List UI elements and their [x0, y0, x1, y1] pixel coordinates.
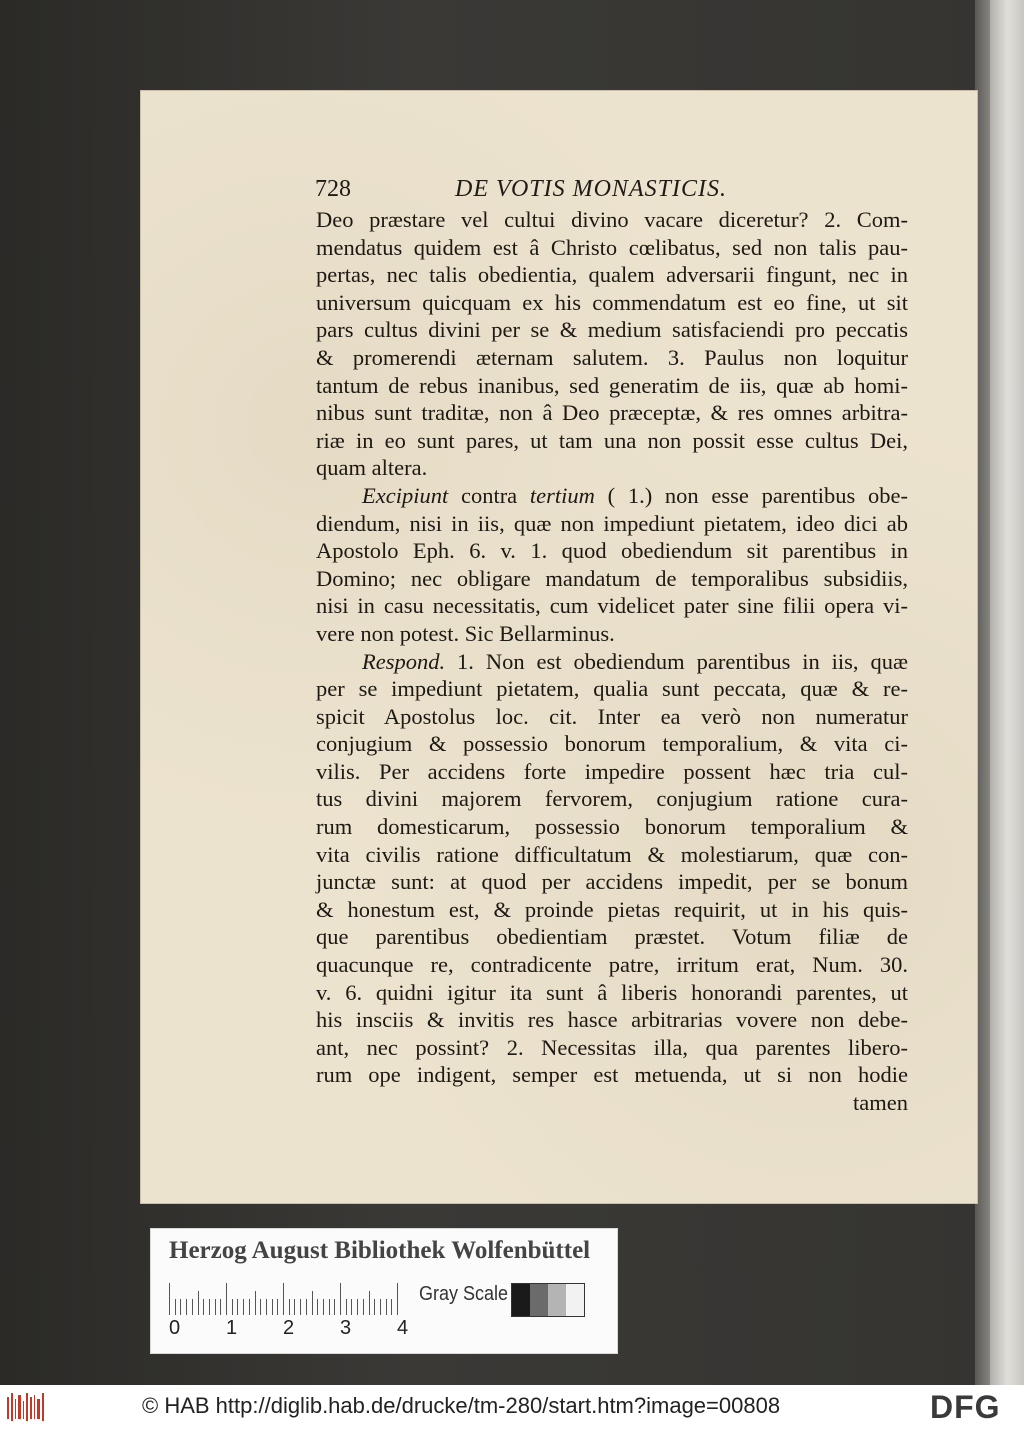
ruler-tick [209, 1299, 210, 1315]
body-line: que parentibus obedientiam præstet. Votum filiæ de [316, 924, 908, 950]
ruler-tick [334, 1299, 335, 1315]
barcode-icon [6, 1393, 46, 1421]
ruler-tick [272, 1299, 273, 1315]
ruler-tick [175, 1299, 176, 1315]
ruler-tick [169, 1283, 170, 1315]
body-line: rum ope indigent, semper est metuenda, ut si non hodie [316, 1062, 908, 1088]
book-edge-highlight [990, 0, 1024, 1385]
ruler-tick [380, 1299, 381, 1315]
ruler-tick [232, 1299, 233, 1315]
book-page [140, 90, 978, 1204]
ruler-tick [397, 1283, 398, 1315]
gray-scale-swatches [511, 1283, 585, 1317]
ruler-tick [260, 1299, 261, 1315]
text-run: contra [448, 482, 530, 508]
ruler-tick [374, 1299, 375, 1315]
body-line: & honestum est, & proinde pietas requirit, ut in his quis- [316, 896, 908, 922]
body-line: v. 6. quidni igitur ita sunt â liberis honorandi parentes, ut [316, 979, 908, 1005]
ruler-numbers [163, 1317, 423, 1343]
ruler-tick [351, 1299, 352, 1315]
body-line: nibus sunt traditæ, non â Deo præceptæ, & res omnes arbitra- [316, 400, 908, 426]
body-line: Deo præstare vel cultui divino vacare diceretur? 2. Com- [316, 207, 908, 232]
ruler-number: 0 [169, 1317, 181, 1339]
ruler-tick [329, 1299, 330, 1315]
ruler-tick [186, 1299, 187, 1315]
ruler-number: 3 [340, 1317, 352, 1339]
ruler-tick [237, 1299, 238, 1315]
body-line: pars cultus divini per se & medium satisfaciendi pro peccatis [316, 317, 908, 343]
ruler-tick [369, 1291, 370, 1315]
ruler-tick [386, 1299, 387, 1315]
ruler-tick [266, 1299, 267, 1315]
ruler-tick [323, 1299, 324, 1315]
body-line: riæ in eo sunt pares, ut tam una non possit esse cultus Dei, [316, 427, 908, 453]
ruler-tick [300, 1299, 301, 1315]
ruler-tick [249, 1299, 250, 1315]
ruler-number: 2 [283, 1317, 295, 1339]
ruler-tick [357, 1299, 358, 1315]
ruler-tick [294, 1299, 295, 1315]
body-line: per se impediunt pietatem, qualia sunt peccata, quæ & re- [316, 676, 908, 702]
ruler-tick [283, 1283, 284, 1315]
paragraph-start [316, 648, 908, 676]
gray-scale-label: Gray Scale [419, 1283, 509, 1305]
ruler-number: 4 [397, 1317, 409, 1339]
catchword: tamen [853, 1090, 908, 1115]
body-line: & promerendi æternam salutem. 3. Paulus non loquitur [316, 344, 908, 370]
paragraph-start [316, 482, 908, 510]
ruler-tick [306, 1299, 307, 1315]
body-line: spicit Apostolus loc. cit. Inter ea verò non numeratur [316, 703, 908, 729]
ruler-number: 1 [226, 1317, 238, 1339]
ruler-tick [340, 1283, 341, 1315]
ruler-tick [220, 1299, 221, 1315]
body-line: nisi in casu necessitatis, cum videlicet pater sine filii opera vi- [316, 593, 908, 619]
body-line: ant, nec possint? 2. Necessitas illa, qua parentes libero- [316, 1034, 908, 1060]
body-line: pertas, nec talis obedientia, qualem adversarii fingunt, nec in [316, 262, 908, 288]
body-line: his insciis & invitis res hasce arbitrarias vovere non debe- [316, 1007, 908, 1033]
copyright-url: © HAB http://diglib.hab.de/drucke/tm-280/start.htm?image=00808 [142, 1393, 781, 1418]
page-number: 728 [315, 176, 351, 202]
gray-swatch [512, 1284, 530, 1316]
library-name: Herzog August Bibliothek Wolfenbüttel [169, 1237, 591, 1264]
ruler-tick [312, 1291, 313, 1315]
ruler-tick [346, 1299, 347, 1315]
lead-word: Respond. [362, 648, 446, 674]
ruler-tick [363, 1299, 364, 1315]
ruler-tick [255, 1291, 256, 1315]
gray-swatch [566, 1284, 584, 1316]
body-line: mendatus quidem est â Christo cœlibatus, sed non talis pau- [316, 234, 908, 260]
ruler-tick [243, 1299, 244, 1315]
dfg-logo: DFG [930, 1389, 1001, 1425]
text-run: 1. Non est obediendum parentibus in iis, quæ [445, 648, 908, 674]
body-line: rum domesticarum, possessio bonorum temporalium & [316, 814, 908, 840]
ruler-tick [180, 1299, 181, 1315]
viewer-footer [0, 1385, 1024, 1429]
emphasis-word: tertium [529, 482, 595, 508]
body-line: tantum de rebus inanibus, sed generatim de iis, quæ ab homi- [316, 372, 908, 398]
color-reference-card [150, 1228, 618, 1354]
body-line: quam altera. [316, 455, 428, 481]
gray-swatch [548, 1284, 566, 1316]
ruler-tick [203, 1299, 204, 1315]
body-line: vita civilis ratione difficultatum & molestiarum, quæ con- [316, 841, 908, 867]
body-line: Apostolo Eph. 6. v. 1. quod obediendum sit parentibus in [316, 538, 908, 564]
body-line: universum quicquam ex his commendatum est eo fine, ut sit [316, 289, 908, 315]
body-line: junctæ sunt: at quod per accidens impedit, per se bonum [316, 869, 908, 895]
text-run: ( 1.) non esse parentibus obe- [594, 482, 908, 508]
page-header [315, 176, 775, 206]
ruler-tick [289, 1299, 290, 1315]
body-line: Domino; nec obligare mandatum de temporalibus subsidiis, [316, 565, 908, 591]
scale-ruler [169, 1281, 409, 1315]
ruler-tick [192, 1299, 193, 1315]
ruler-tick [198, 1291, 199, 1315]
body-line: quacunque re, contradicente patre, irritum erat, Num. 30. [316, 952, 908, 978]
ruler-tick [391, 1299, 392, 1315]
ruler-tick [277, 1299, 278, 1315]
ruler-tick [317, 1299, 318, 1315]
lead-word: Excipiunt [362, 482, 449, 508]
running-title: DE VOTIS MONASTICIS. [455, 176, 727, 202]
ruler-tick [226, 1283, 227, 1315]
body-line: diendum, nisi in iis, quæ non impediunt pietatem, ideo dici ab [316, 510, 908, 536]
body-line: conjugium & possessio bonorum temporalium, & vita ci- [316, 731, 908, 757]
page-body [316, 206, 908, 1117]
body-line: vere non potest. Sic Bellarminus. [316, 620, 615, 646]
gray-swatch [530, 1284, 548, 1316]
body-line: tus divini majorem fervorem, conjugium ratione cura- [316, 786, 908, 812]
body-line: vilis. Per accidens forte impedire possent hæc tria cul- [316, 758, 908, 784]
ruler-tick [215, 1299, 216, 1315]
